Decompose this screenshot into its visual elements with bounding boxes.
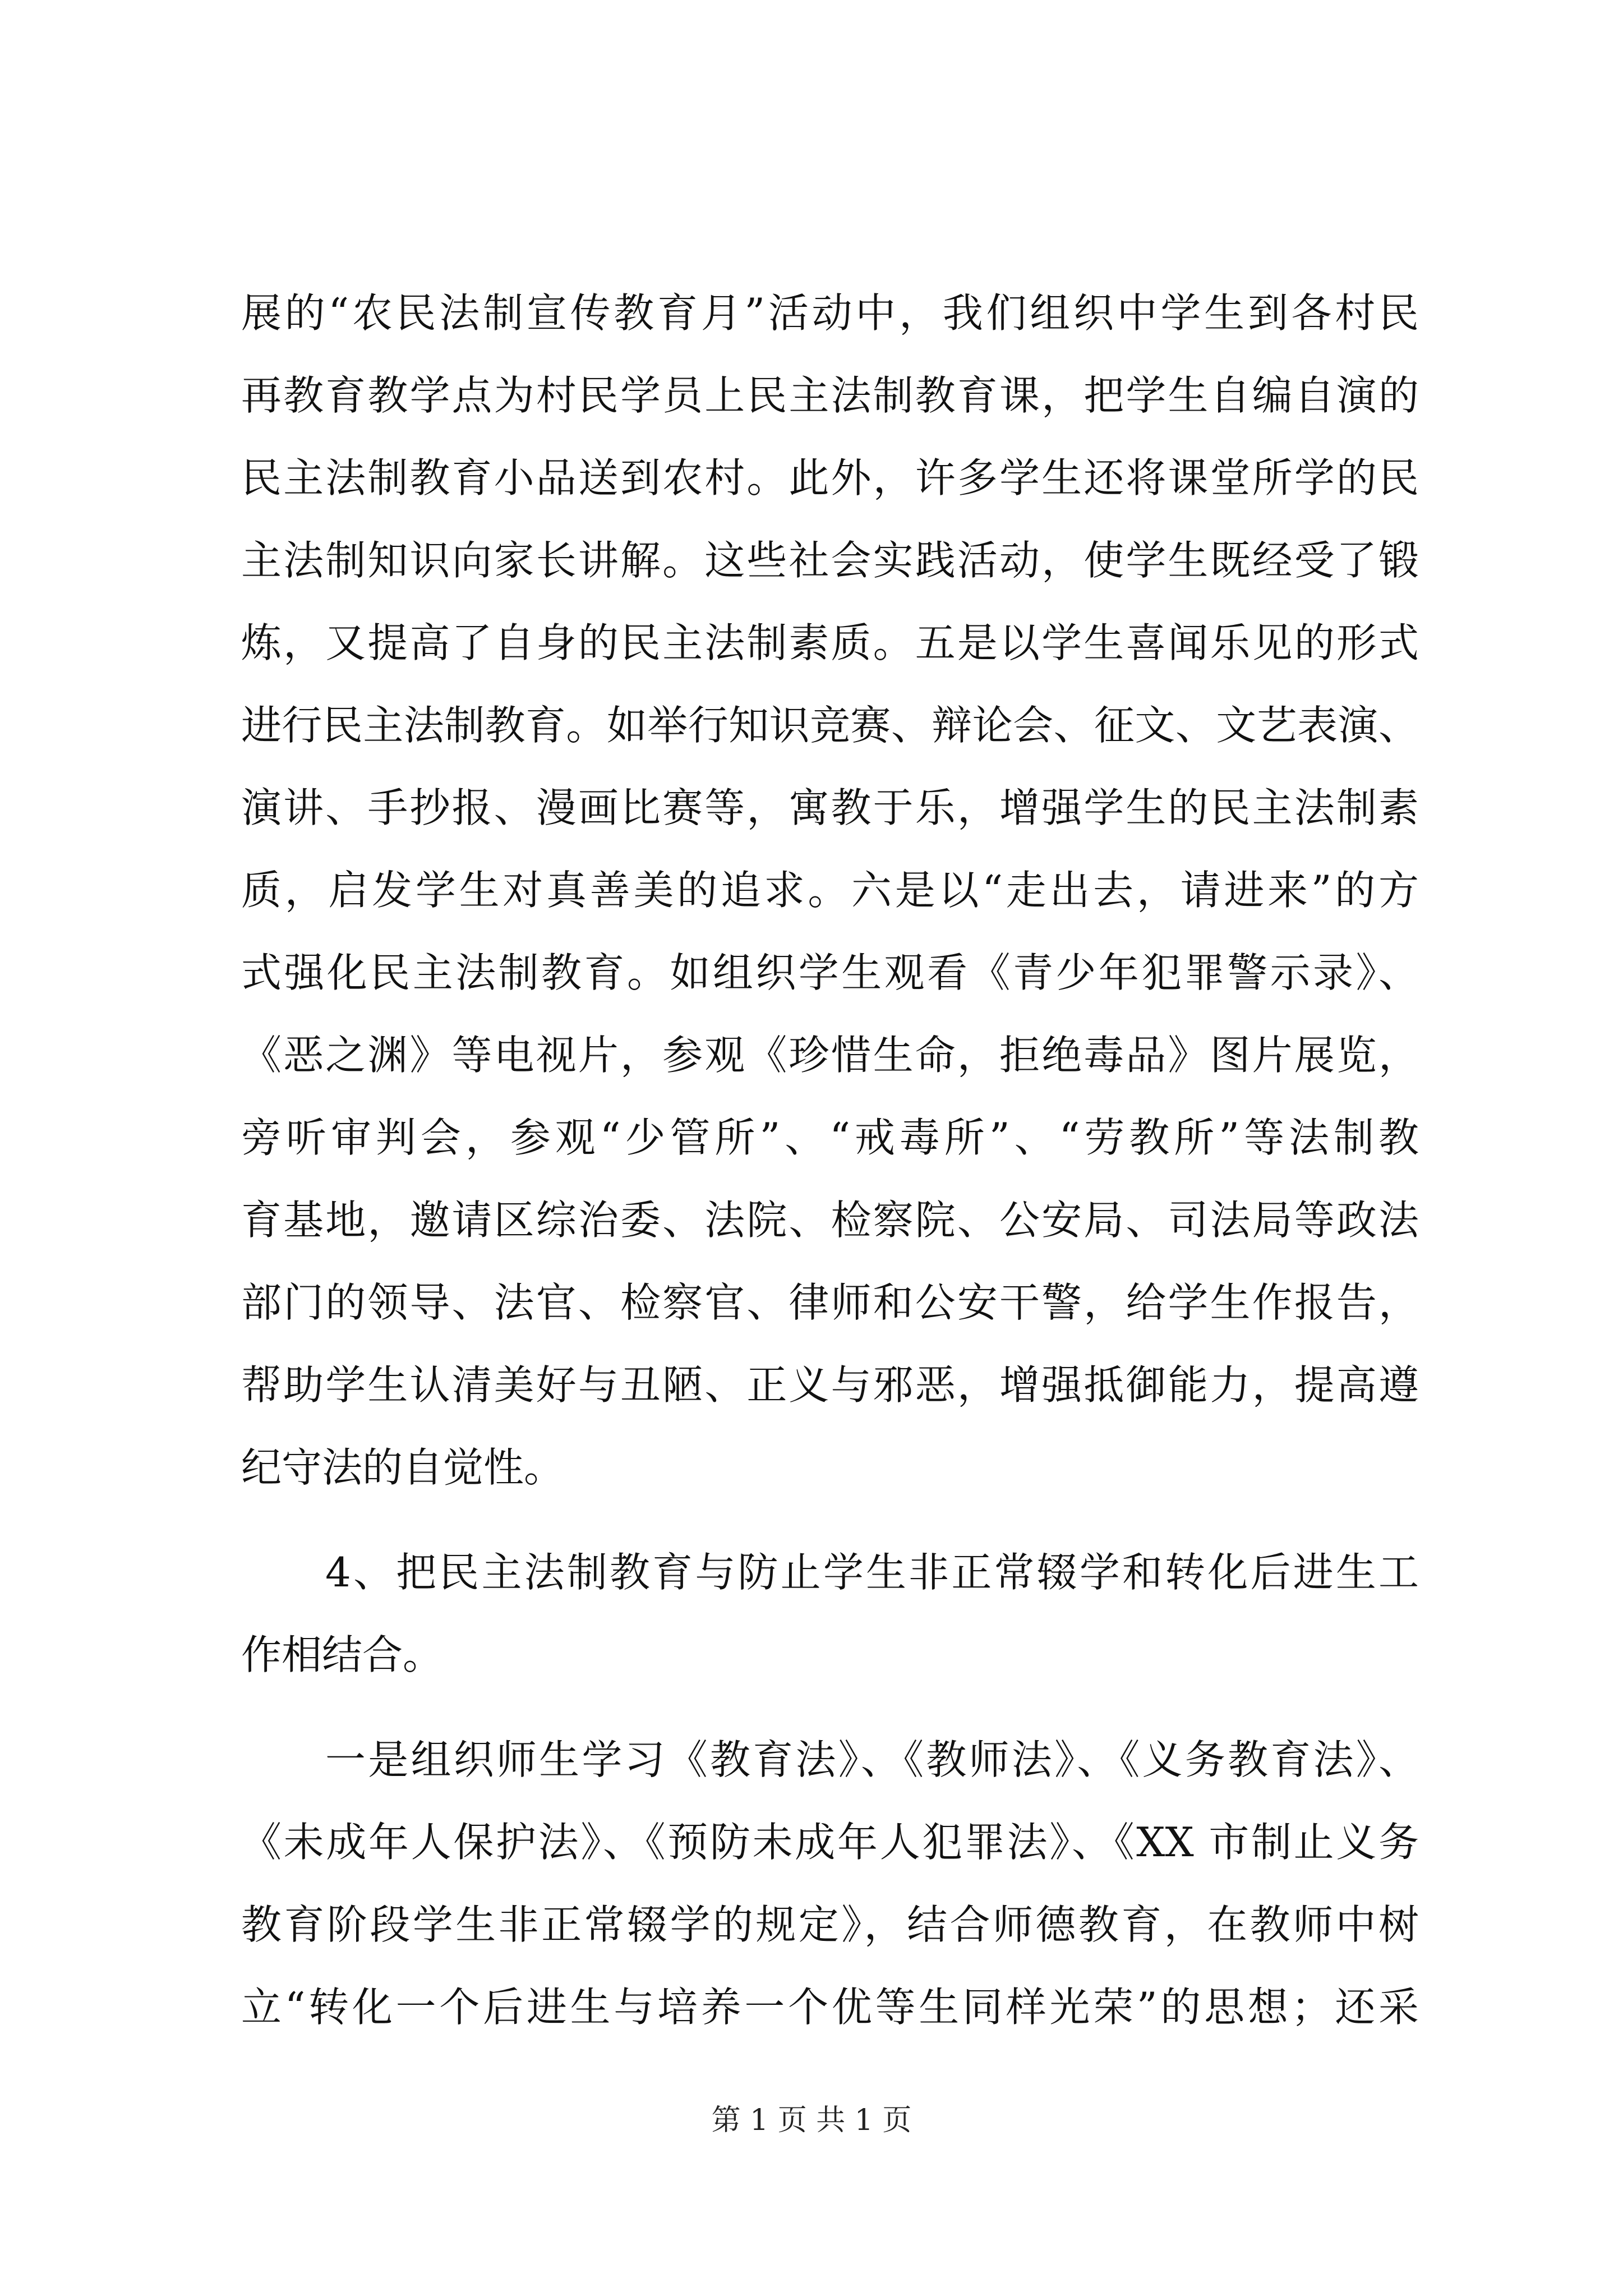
text-line: 进行民主法制教育。如举行知识竞赛、辩论会、征文、文艺表演、 — [241, 702, 1419, 749]
text-line: 部门的领导、法官、检察官、律师和公安干警，给学生作报告， — [241, 1279, 1419, 1326]
text-line: 展的“农民法制宣传教育月”活动中，我们组织中学生到各村民 — [241, 289, 1419, 337]
text-line: 再教育教学点为村民学员上民主法制教育课，把学生自编自演的 — [241, 372, 1419, 419]
paragraph — [241, 272, 1419, 1509]
text-line: 式强化民主法制教育。如组织学生观看《青少年犯罪警示录》、 — [241, 949, 1419, 996]
paragraph — [241, 1719, 1419, 2049]
page-footer — [0, 2101, 1623, 2140]
text-line: 纪守法的自觉性。 — [241, 1444, 565, 1491]
text-line: 帮助学生认清美好与丑陋、正义与邪恶，增强抵御能力，提高遵 — [241, 1361, 1419, 1409]
text-line: 旁听审判会，参观“少管所”、“戒毒所”、“劳教所”等法制教 — [241, 1114, 1419, 1161]
body-text — [241, 272, 1419, 2049]
text-line: 立“转化一个后进生与培养一个优等生同样光荣”的思想；还采 — [241, 1984, 1419, 2031]
text-line: 作相结合。 — [241, 1631, 444, 1678]
paragraph — [241, 1531, 1419, 1696]
text-line: 4、把民主法制教育与防止学生非正常辍学和转化后进生工 — [325, 1549, 1419, 1596]
text-line: 主法制知识向家长讲解。这些社会实践活动，使学生既经受了锻 — [241, 537, 1419, 584]
text-line: 质，启发学生对真善美的追求。六是以“走出去，请进来”的方 — [241, 867, 1419, 914]
text-line: 一是组织师生学习《教育法》、《教师法》、《义务教育法》、 — [325, 1736, 1419, 1783]
text-line: 教育阶段学生非正常辍学的规定》，结合师德教育，在教师中树 — [241, 1901, 1419, 1948]
text-line: 演讲、手抄报、漫画比赛等，寓教于乐，增强学生的民主法制素 — [241, 784, 1419, 831]
text-line: 《未成年人保护法》、《预防未成年人犯罪法》、《XX 市制止义务 — [241, 1819, 1419, 1866]
text-line: 炼，又提高了自身的民主法制素质。五是以学生喜闻乐见的形式 — [241, 619, 1419, 666]
page-number: 第 1 页 共 1 页 — [711, 2104, 912, 2137]
text-line: 民主法制教育小品送到农村。此外，许多学生还将课堂所学的民 — [241, 454, 1419, 501]
text-line: 育基地，邀请区综治委、法院、检察院、公安局、司法局等政法 — [241, 1197, 1419, 1244]
text-line: 《恶之渊》等电视片，参观《珍惜生命，拒绝毒品》图片展览， — [241, 1032, 1419, 1079]
